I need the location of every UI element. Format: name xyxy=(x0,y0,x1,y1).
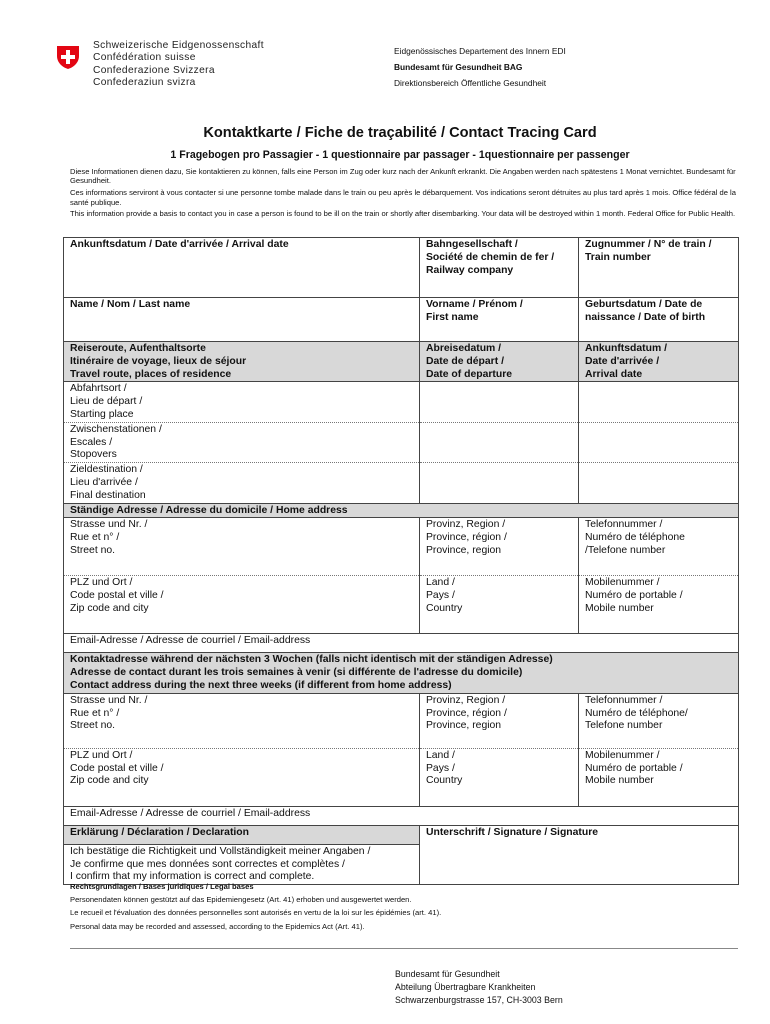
declaration-text: Ich bestätige die Richtigkeit und Vollständigkeit meiner Angaben / Je confirme que mes données sont correctes et complètes / I confirm that my information is correct and complete. xyxy=(64,844,420,884)
footer-street: Schwarzenburgstrasse 157, CH-3003 Bern xyxy=(395,994,563,1005)
contact-address-header: Kontaktadresse während der nächsten 3 Wochen (falls nicht identisch mit der ständigen Adresse) Adresse de contact durant les trois semaines à venir (si différente de l'adresse du domicile) Contact address during the next three weeks (if different from home address) xyxy=(64,653,739,693)
final-destination-field[interactable]: Zieldestination / Lieu d'arrivée / Final destination xyxy=(64,463,420,503)
contact-country-field[interactable]: Land / Pays / Country xyxy=(420,748,579,806)
contact-email-field[interactable]: Email-Adresse / Adresse de courriel / Email-address xyxy=(64,806,739,825)
legal-line-de: Personendaten können gestützt auf das Epidemiengesetz (Art. 41) erhoben und ausgewertet werden. xyxy=(70,894,412,904)
final-destination-arrival-date-field[interactable] xyxy=(579,463,739,503)
railway-company-field[interactable]: Bahngesellschaft / Société de chemin de fer / Railway company xyxy=(420,238,579,298)
home-telephone-field[interactable]: Telefonnummer / Numéro de téléphone /Telefone number xyxy=(579,518,739,576)
home-country-field[interactable]: Land / Pays / Country xyxy=(420,576,579,634)
footer-address xyxy=(395,968,563,1006)
contact-province-field[interactable]: Provinz, Region / Province, région / Province, region xyxy=(420,693,579,748)
home-address-header: Ständige Adresse / Adresse du domicile / Home address xyxy=(64,503,739,518)
departure-date-header: Abreisedatum / Date de départ / Date of departure xyxy=(420,342,579,382)
stopovers-arrival-date-field[interactable] xyxy=(579,422,739,462)
contact-zip-city-field[interactable]: PLZ und Ort / Code postal et ville / Zip code and city xyxy=(64,748,420,806)
home-zip-city-field[interactable]: PLZ und Ort / Code postal et ville / Zip code and city xyxy=(64,576,420,634)
department-block xyxy=(394,43,566,91)
contact-street-field[interactable]: Strasse und Nr. / Rue et n° / Street no. xyxy=(64,693,420,748)
confederation-name-rm: Confederaziun svizra xyxy=(93,77,196,89)
confederation-name-it: Confederazione Svizzera xyxy=(93,64,215,76)
legal-bases xyxy=(70,882,441,935)
home-street-field[interactable]: Strasse und Nr. / Rue et n° / Street no. xyxy=(64,518,420,576)
confederation-name-fr: Confédération suisse xyxy=(93,52,196,64)
intro-paragraph-de: Diese Informationen dienen dazu, Sie kontaktieren zu können, falls eine Person im Zug oder kurz nach der Ankunft erkrankt. Die Angaben werden nach spätestens 1 Monat vernichtet. Bundesamt für Gesundheit. xyxy=(70,167,736,186)
contact-tracing-form xyxy=(63,237,739,885)
directorate-name: Direktionsbereich Öffentliche Gesundheit xyxy=(394,78,547,88)
intro-paragraph-en: This information provide a basis to contact you in case a person is found to be ill on the train or shortly after disembarking. Your data will be destroyed within 1 month. Federal Office for Public Health. xyxy=(70,209,736,219)
last-name-field[interactable]: Name / Nom / Last name xyxy=(64,298,420,342)
legal-line-fr: Le recueil et l'évaluation des données personnelles sont autorisés en vertu de la loi sur les épidémies (art. 41). xyxy=(70,908,442,918)
birth-date-field[interactable]: Geburtsdatum / Date de naissance / Date of birth xyxy=(579,298,739,342)
swiss-cross-shield-icon xyxy=(55,44,81,70)
contact-mobile-field[interactable]: Mobilenummer / Numéro de portable / Mobile number xyxy=(579,748,739,806)
stopovers-field[interactable]: Zwischenstationen / Escales / Stopovers xyxy=(64,422,420,462)
starting-place-arrival-date-field[interactable] xyxy=(579,382,739,422)
legal-line-en: Personal data may be recorded and assessed, according to the Epidemics Act (Art. 41). xyxy=(70,921,365,931)
footer-division: Abteilung Übertragbare Krankheiten xyxy=(395,981,536,992)
starting-place-field[interactable]: Abfahrtsort / Lieu de départ / Starting place xyxy=(64,382,420,422)
confederation-name-de: Schweizerische Eidgenossenschaft xyxy=(93,40,264,51)
contact-telephone-field[interactable]: Telefonnummer / Numéro de téléphone/ Telefone number xyxy=(579,693,739,748)
arrival-date-field[interactable]: Ankunftsdatum / Date d'arrivée / Arrival date xyxy=(64,238,420,298)
route-arrival-date-header: Ankunftsdatum / Date d'arrivée / Arrival date xyxy=(579,342,739,382)
final-destination-departure-date-field[interactable] xyxy=(420,463,579,503)
declaration-header: Erklärung / Déclaration / Declaration xyxy=(64,825,420,844)
home-province-field[interactable]: Provinz, Region / Province, région / Province, region xyxy=(420,518,579,576)
intro-text xyxy=(70,167,738,221)
footer-office: Bundesamt für Gesundheit xyxy=(395,969,500,979)
starting-place-departure-date-field[interactable] xyxy=(420,382,579,422)
page-title: Kontaktkarte / Fiche de traçabilité / Contact Tracing Card xyxy=(203,125,597,141)
signature-field[interactable]: Unterschrift / Signature / Signature xyxy=(420,825,739,884)
confederation-names xyxy=(93,40,264,90)
home-mobile-field[interactable]: Mobilenummer / Numéro de portable / Mobile number xyxy=(579,576,739,634)
travel-route-header: Reiseroute, Aufenthaltsorte Itinéraire de voyage, lieux de séjour Travel route, places of residence xyxy=(64,342,420,382)
first-name-field[interactable]: Vorname / Prénom / First name xyxy=(420,298,579,342)
page-subtitle: 1 Fragebogen pro Passagier - 1 questionnaire par passager - 1questionnaire per passenger xyxy=(170,149,630,161)
office-name: Bundesamt für Gesundheit BAG xyxy=(394,62,523,72)
home-email-field[interactable]: Email-Adresse / Adresse de courriel / Email-address xyxy=(64,634,739,653)
legal-heading: Rechtsgrundlagen / Bases juridiques / Legal bases xyxy=(70,882,254,891)
stopovers-departure-date-field[interactable] xyxy=(420,422,579,462)
footer-divider xyxy=(70,948,738,949)
train-number-field[interactable]: Zugnummer / N° de train / Train number xyxy=(579,238,739,298)
intro-paragraph-fr: Ces informations serviront à vous contacter si une personne tombe malade dans le train ou peu après le débarquement. Vos indications seront détruites au plus tard après 1 mois. Office fédéral de la santé publique. xyxy=(70,188,736,207)
department-name: Eidgenössisches Departement des Innern EDI xyxy=(394,46,566,56)
